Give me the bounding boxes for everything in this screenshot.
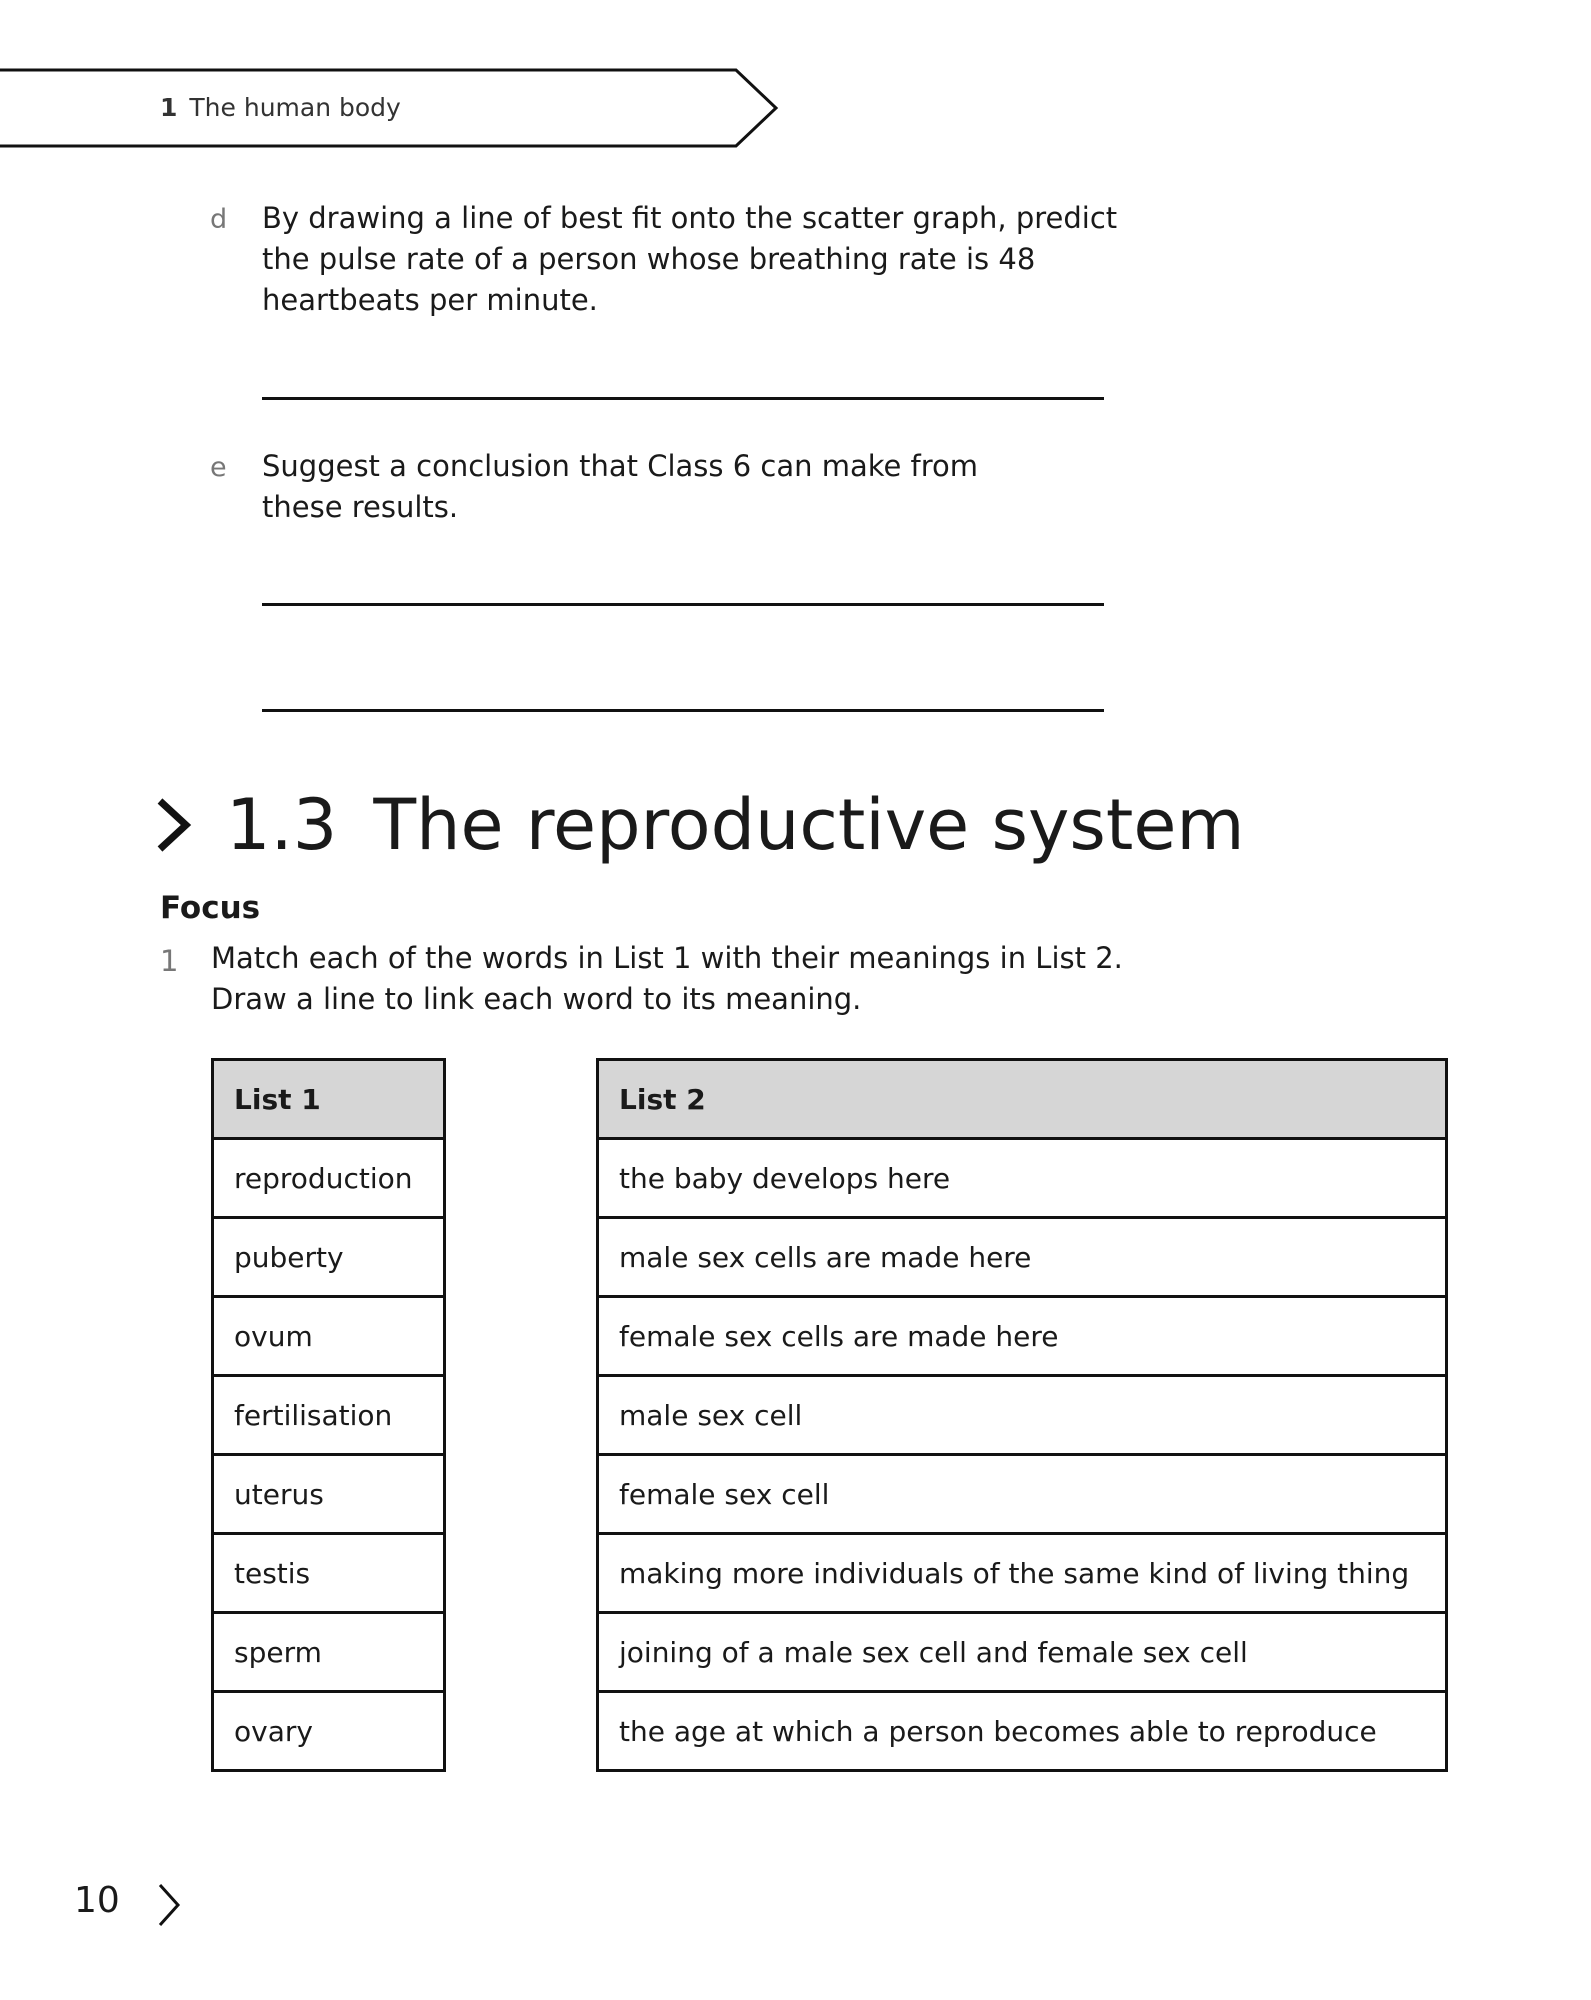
answer-line-d[interactable] <box>262 397 1104 400</box>
section-heading <box>152 780 1245 870</box>
list-1-item[interactable]: fertilisation <box>213 1376 445 1455</box>
question-e-text <box>262 446 1162 528</box>
list-1-item[interactable]: uterus <box>213 1455 445 1534</box>
list-2-table <box>596 1058 1448 1772</box>
list-2-item[interactable]: female sex cells are made here <box>598 1297 1447 1376</box>
list-2-item[interactable]: the age at which a person becomes able to reproduce <box>598 1692 1447 1771</box>
list-2-item[interactable]: joining of a male sex cell and female sex cell <box>598 1613 1447 1692</box>
list-1-header: List 1 <box>213 1060 445 1139</box>
question-e-line-1: Suggest a conclusion that Class 6 can make from <box>262 449 979 483</box>
question-e-letter: e <box>210 452 227 483</box>
chapter-header-tab <box>0 66 782 150</box>
question-d-letter: d <box>210 204 228 235</box>
chapter-title: The human body <box>189 93 401 122</box>
list-2-item[interactable]: male sex cells are made here <box>598 1218 1447 1297</box>
list-2-item[interactable]: female sex cell <box>598 1455 1447 1534</box>
list-1-item[interactable]: puberty <box>213 1218 445 1297</box>
question-e-line-2: these results. <box>262 490 459 524</box>
list-2-item[interactable]: male sex cell <box>598 1376 1447 1455</box>
chapter-label <box>160 93 401 122</box>
question-1-number: 1 <box>160 944 179 978</box>
next-page-chevron-icon <box>156 1882 182 1928</box>
list-2-header: List 2 <box>598 1060 1447 1139</box>
list-2-item[interactable]: the baby develops here <box>598 1139 1447 1218</box>
question-d-line-2: the pulse rate of a person whose breathing rate is 48 <box>262 242 1036 276</box>
list-2-item[interactable]: making more individuals of the same kind of living thing <box>598 1534 1447 1613</box>
section-title: The reproductive system <box>373 784 1245 866</box>
answer-line-e-2[interactable] <box>262 709 1104 712</box>
question-d-line-1: By drawing a line of best fit onto the scatter graph, predict <box>262 201 1118 235</box>
section-number: 1.3 <box>226 784 338 866</box>
answer-line-e-1[interactable] <box>262 603 1104 606</box>
question-d-line-3: heartbeats per minute. <box>262 283 598 317</box>
question-1-line-1: Match each of the words in List 1 with their meanings in List 2. <box>211 941 1123 975</box>
question-1-line-2: Draw a line to link each word to its meaning. <box>211 982 862 1016</box>
chapter-number: 1 <box>160 93 178 122</box>
section-chevron-icon <box>152 795 196 855</box>
list-1-item[interactable]: ovum <box>213 1297 445 1376</box>
page-number: 10 <box>74 1880 120 1921</box>
focus-label: Focus <box>160 890 261 926</box>
list-1-item[interactable]: testis <box>213 1534 445 1613</box>
question-1-text <box>211 938 1211 1020</box>
question-d-text <box>262 198 1162 321</box>
list-1-item[interactable]: ovary <box>213 1692 445 1771</box>
list-1-table <box>211 1058 446 1772</box>
list-1-item[interactable]: reproduction <box>213 1139 445 1218</box>
list-1-item[interactable]: sperm <box>213 1613 445 1692</box>
